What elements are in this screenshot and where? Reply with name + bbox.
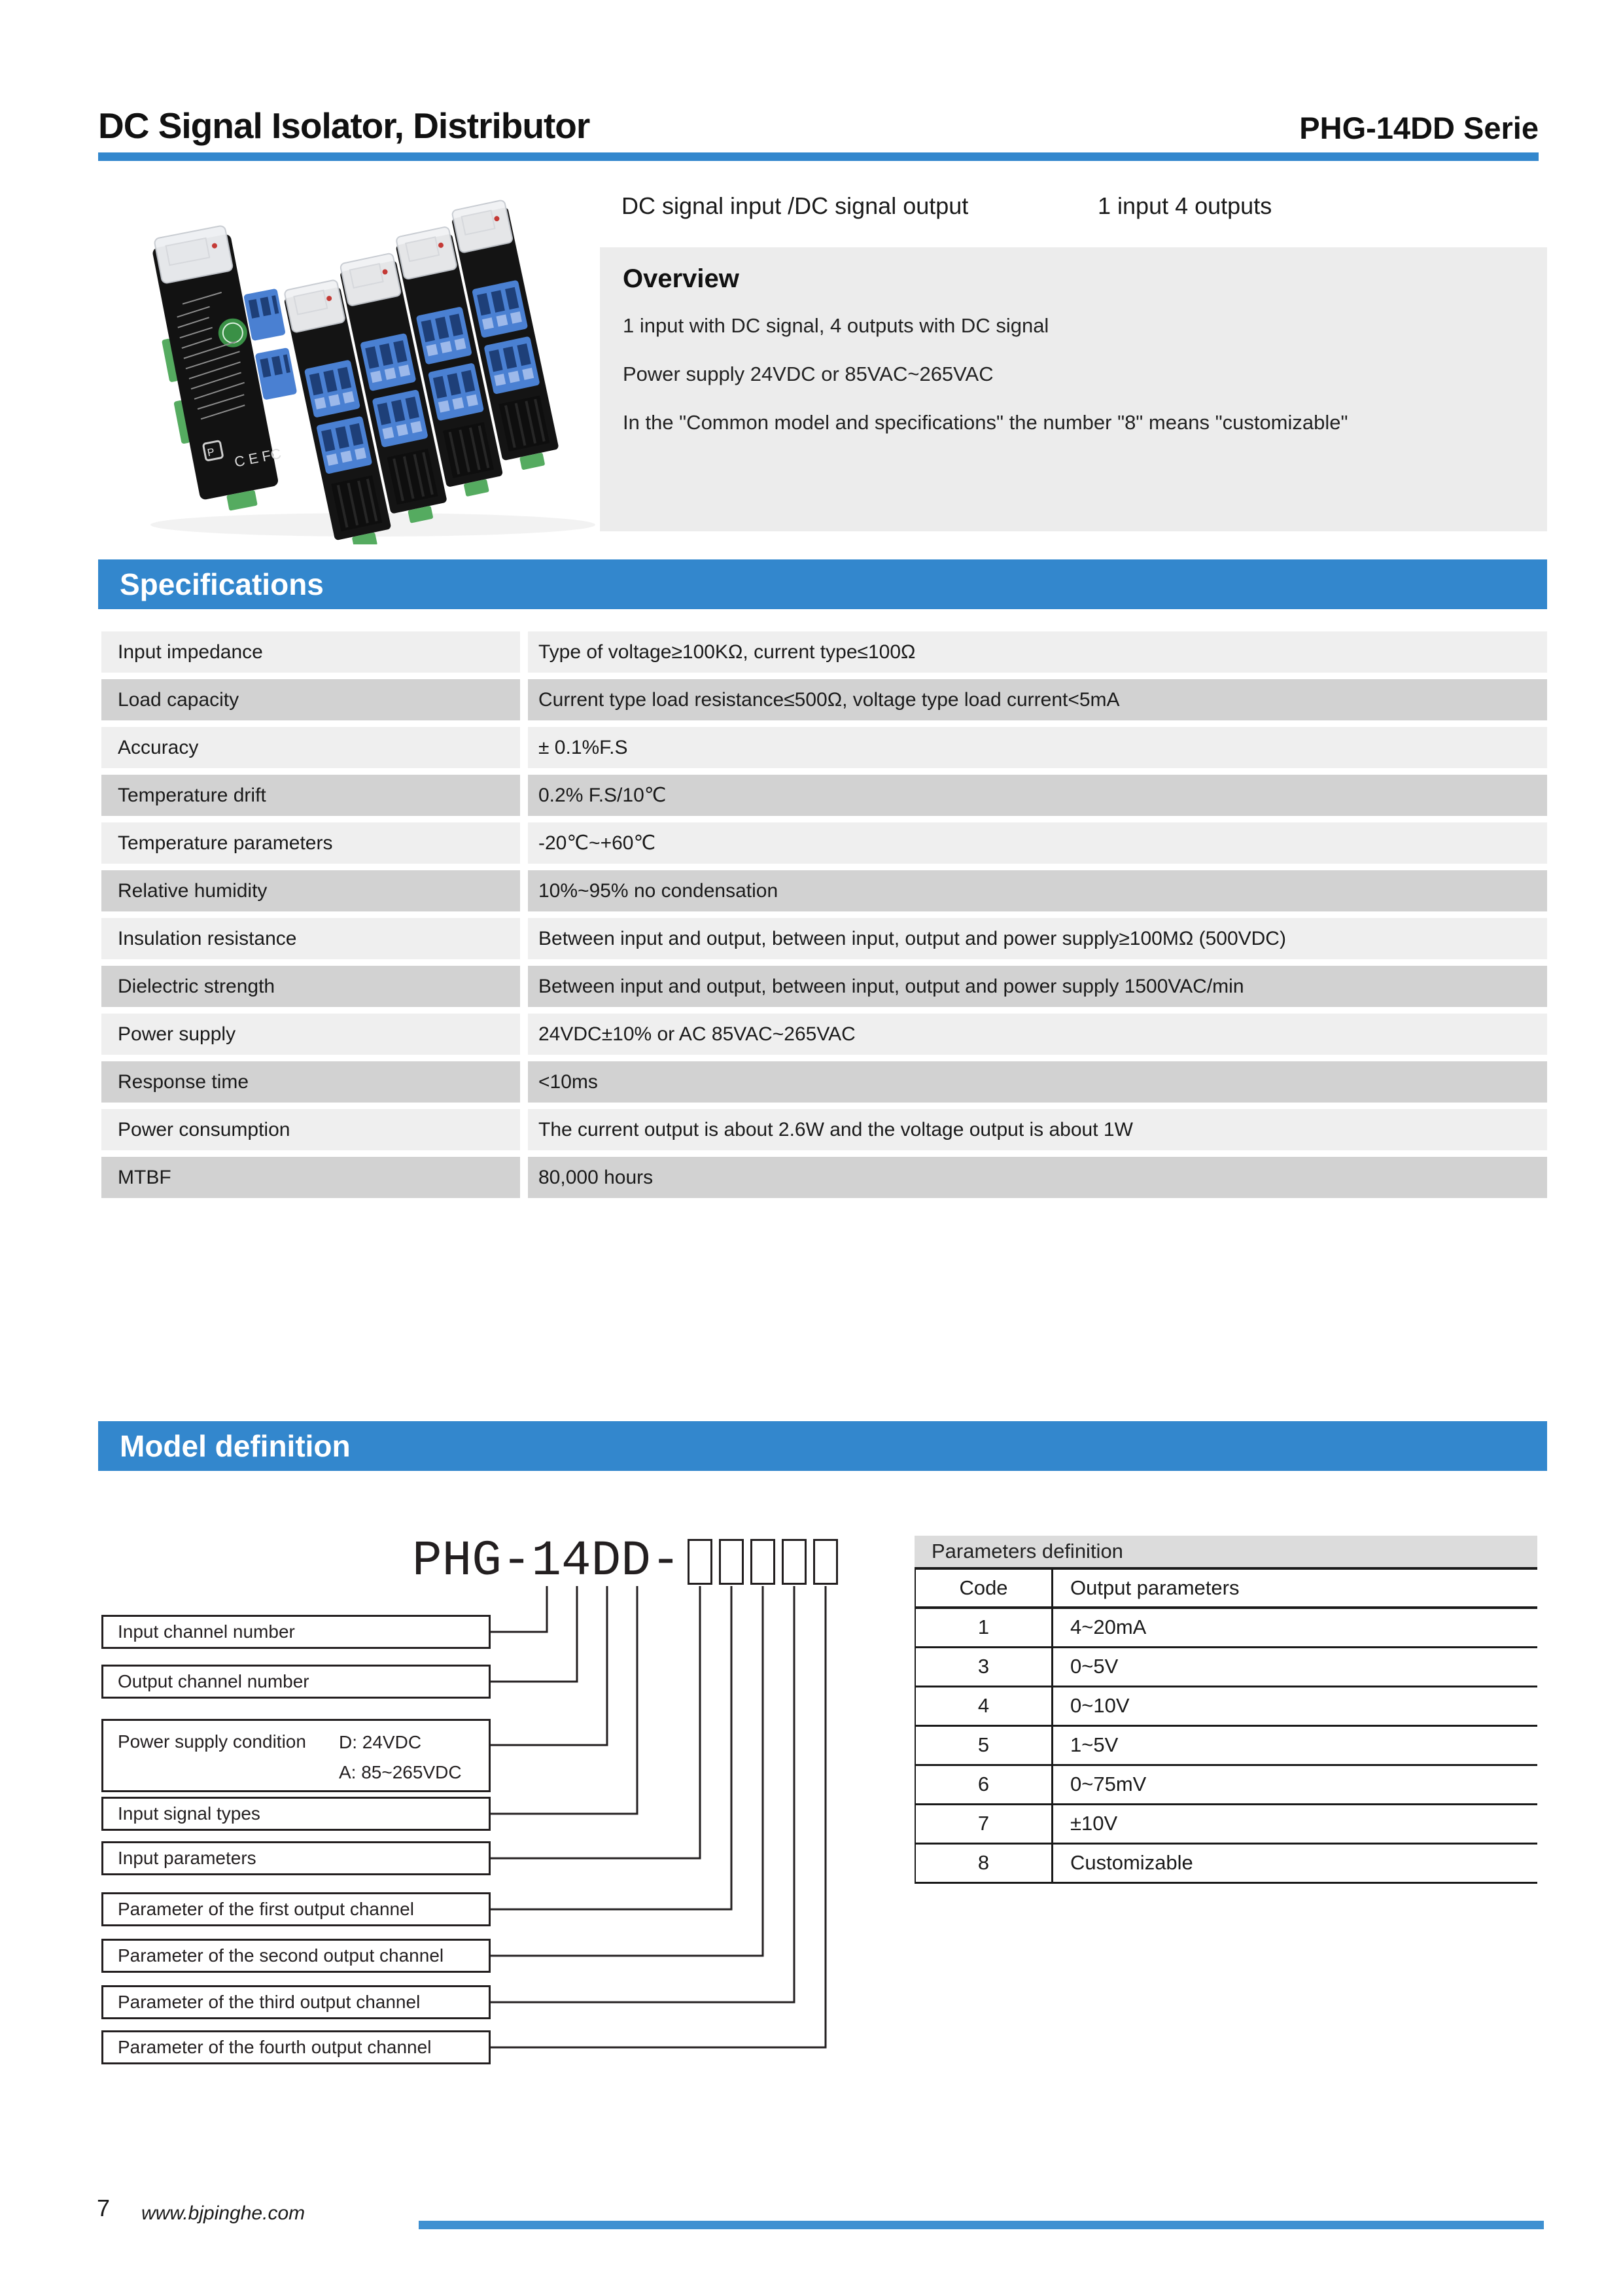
spec-value: 24VDC±10% or AC 85VAC~265VAC (528, 1014, 1547, 1055)
model-definition-header (98, 1421, 1547, 1471)
table-row (101, 679, 1547, 720)
model-label-third-output: Parameter of the third output channel (101, 1985, 491, 2019)
table-row (101, 775, 1547, 816)
spec-label: Accuracy (101, 727, 520, 768)
power-supply-label: Power supply condition (118, 1731, 306, 1752)
overview-line: Power supply 24VDC or 85VAC~265VAC (623, 362, 994, 385)
model-label-input-channel: Input channel number (101, 1615, 491, 1649)
spec-label: Relative humidity (101, 870, 520, 911)
params-value: 0~75mV (1070, 1773, 1147, 1795)
params-value: 0~5V (1070, 1655, 1119, 1678)
footer-page-number: 7 (97, 2195, 111, 2221)
overview-heading: Overview (623, 264, 739, 293)
params-table (915, 1536, 1537, 1884)
params-value: Customizable (1070, 1851, 1193, 1874)
table-row (916, 1766, 1537, 1805)
spec-label: MTBF (101, 1157, 520, 1198)
spec-value: 80,000 hours (528, 1157, 1547, 1198)
spec-value: ± 0.1%F.S (528, 727, 1547, 768)
model-label-output-channel: Output channel number (101, 1665, 491, 1699)
params-title: Parameters definition (915, 1536, 1537, 1567)
params-code: 1 (916, 1609, 1053, 1646)
params-col-output: Output parameters (1070, 1576, 1240, 1599)
spec-label: Dielectric strength (101, 966, 520, 1007)
params-value: 0~10V (1070, 1694, 1130, 1717)
spec-value: Type of voltage≥100KΩ, current type≤100Ω (528, 631, 1547, 673)
table-row (916, 1609, 1537, 1648)
spec-label: Temperature parameters (101, 822, 520, 864)
product-photo (111, 171, 661, 544)
table-row (916, 1648, 1537, 1687)
table-row (101, 822, 1547, 864)
table-row (101, 1157, 1547, 1198)
footer-rule (419, 2221, 1544, 2229)
model-code-box (750, 1539, 775, 1585)
params-code: 3 (916, 1648, 1053, 1686)
table-row (101, 1109, 1547, 1150)
table-row (101, 727, 1547, 768)
spec-label: Power supply (101, 1014, 520, 1055)
spec-label: Power consumption (101, 1109, 520, 1150)
params-code: 6 (916, 1766, 1053, 1803)
spec-label: Input impedance (101, 631, 520, 673)
series-name: PHG-14DD Serie (1299, 111, 1539, 145)
table-row (101, 966, 1547, 1007)
model-definition-title: Model definition (120, 1429, 351, 1463)
table-row (916, 1727, 1537, 1766)
overview-line: In the "Common model and specifications" the number "8" means "customizable" (623, 411, 1348, 434)
table-row (101, 1014, 1547, 1055)
table-row (916, 1805, 1537, 1845)
table-row (101, 918, 1547, 959)
model-label-input-signal-types: Input signal types (101, 1797, 491, 1831)
model-code-box (782, 1539, 807, 1585)
spec-value: Between input and output, between input, output and power supply≥100MΩ (500VDC) (528, 918, 1547, 959)
overview-line: 1 input with DC signal, 4 outputs with DC signal (623, 314, 1049, 337)
params-value: 4~20mA (1070, 1616, 1147, 1638)
svg-text:P: P (206, 446, 216, 459)
model-code: PHG-14DD- (412, 1533, 681, 1589)
model-code-box (719, 1539, 744, 1585)
model-label-second-output: Parameter of the second output channel (101, 1939, 491, 1973)
page-title: DC Signal Isolator, Distributor (98, 105, 590, 146)
params-code: 7 (916, 1805, 1053, 1843)
spec-label: Load capacity (101, 679, 520, 720)
model-label-fourth-output: Parameter of the fourth output channel (101, 2030, 491, 2064)
spec-value: Current type load resistance≤500Ω, voltage type load current<5mA (528, 679, 1547, 720)
svg-text:C E FC: C E FC (233, 445, 283, 470)
model-label-first-output: Parameter of the first output channel (101, 1892, 491, 1926)
model-code-box (813, 1539, 838, 1585)
overview-panel (600, 247, 1547, 531)
model-label-power-supply (101, 1719, 491, 1792)
table-row (101, 631, 1547, 673)
intro-io-count: 1 input 4 outputs (1098, 192, 1272, 219)
spec-value: 10%~95% no condensation (528, 870, 1547, 911)
table-row (101, 870, 1547, 911)
specifications-title: Specifications (120, 567, 324, 601)
spec-value: The current output is about 2.6W and the voltage output is about 1W (528, 1109, 1547, 1150)
spec-label: Temperature drift (101, 775, 520, 816)
power-supply-options (339, 1727, 462, 1788)
spec-value: 0.2% F.S/10℃ (528, 775, 1547, 816)
params-col-code: Code (916, 1570, 1053, 1606)
table-row (916, 1687, 1537, 1727)
spec-table (101, 631, 1547, 1205)
table-row (101, 1061, 1547, 1103)
params-value: 1~5V (1070, 1733, 1119, 1756)
intro-subtitle: DC signal input /DC signal output (621, 192, 969, 219)
specifications-header (98, 559, 1547, 609)
power-option-a: A: 85~265VDC (339, 1762, 462, 1782)
table-header-row (916, 1570, 1537, 1609)
model-label-input-parameters: Input parameters (101, 1841, 491, 1875)
table-row (916, 1845, 1537, 1884)
footer-website: www.bjpinghe.com (141, 2202, 305, 2224)
model-code-box (688, 1539, 712, 1585)
params-code: 4 (916, 1687, 1053, 1725)
params-code: 5 (916, 1727, 1053, 1764)
spec-label: Insulation resistance (101, 918, 520, 959)
spec-value: <10ms (528, 1061, 1547, 1103)
params-code: 8 (916, 1845, 1053, 1882)
model-connector-lines (491, 1583, 857, 2061)
spec-value: Between input and output, between input, output and power supply 1500VAC/min (528, 966, 1547, 1007)
power-option-d: D: 24VDC (339, 1732, 422, 1752)
params-value: ±10V (1070, 1812, 1118, 1835)
spec-value: -20℃~+60℃ (528, 822, 1547, 864)
header-rule (98, 152, 1539, 161)
spec-label: Response time (101, 1061, 520, 1103)
